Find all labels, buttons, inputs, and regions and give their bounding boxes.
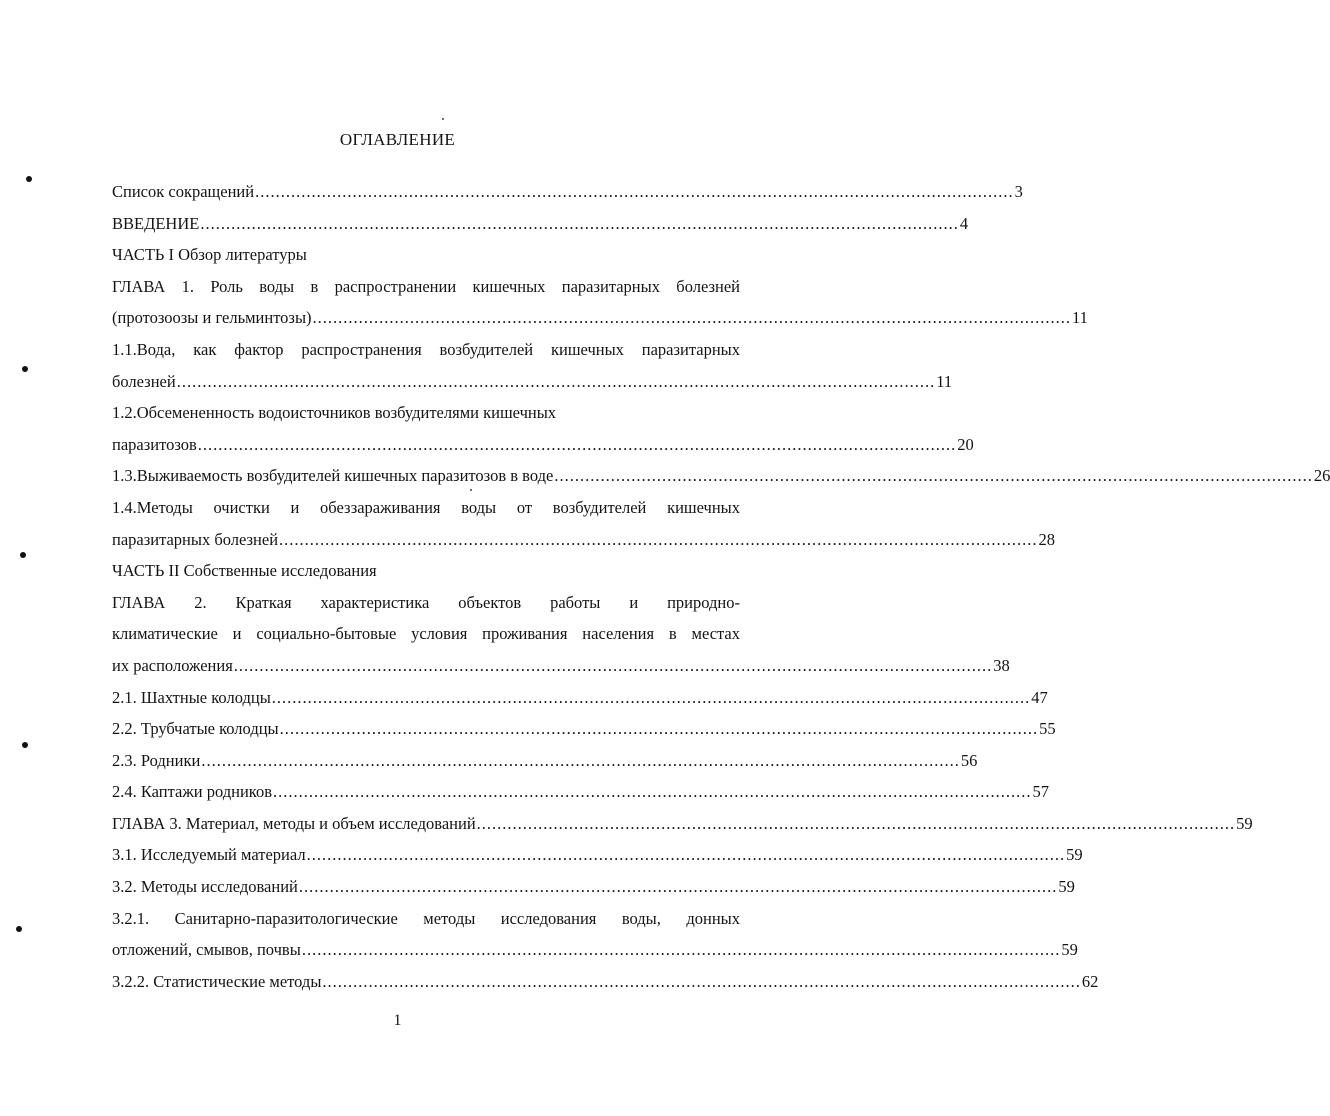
toc-entry-wrapped-line: ГЛАВА 1. Роль воды в распространении кишечных паразитарных болезней: [112, 276, 740, 296]
page-number: 1: [393, 1012, 402, 1029]
toc-part-heading: ЧАСТЬ I Обзор литературы: [112, 245, 307, 265]
toc-page-number: 26: [1313, 466, 1330, 486]
toc-entry-title: 3.1. Исследуемый материал: [112, 845, 306, 865]
toc-page-number: 47: [1031, 687, 1048, 707]
toc-entry-title: отложений, смывов, почвы: [112, 940, 301, 960]
toc-entry-wrapped-line: ГЛАВА 2. Краткая характеристика объектов работы и природно-: [112, 592, 740, 612]
toc-page-number: 38: [993, 655, 1010, 675]
dot-leader: ....................................................................................................................................................: [312, 308, 1072, 328]
toc-entry-title: болезней: [112, 371, 176, 391]
toc-page-number: 57: [1032, 782, 1049, 802]
toc-entry-title: ВВЕДЕНИЕ: [112, 213, 200, 233]
dot-leader: ....................................................................................................................................................: [322, 971, 1081, 991]
toc-entry-wrapped-line: климатические и социально-бытовые условия проживания населения в местах: [112, 624, 740, 644]
toc-page-number: 11: [936, 371, 953, 391]
toc-entry: [112, 208, 969, 240]
dot-leader: ....................................................................................................................................................: [273, 782, 1032, 802]
toc-entry: [112, 682, 1048, 714]
dot-leader: ....................................................................................................................................................: [176, 371, 936, 391]
toc-entry: [112, 460, 1330, 492]
toc-entry-wrapped-line: 1.2.Обсемененность водоисточников возбудителями кишечных: [112, 403, 557, 423]
dot-leader: ....................................................................................................................................................: [476, 813, 1236, 833]
dot-leader: ....................................................................................................................................................: [301, 940, 1061, 960]
toc-entry: [112, 176, 1023, 208]
dot-leader: ....................................................................................................................................................: [298, 877, 1058, 897]
toc-entry: [112, 745, 978, 777]
toc-entry: [112, 776, 1049, 808]
toc-entry-title: паразитарных болезней: [112, 529, 279, 549]
dot-leader: ....................................................................................................................................................: [201, 750, 960, 770]
toc-entry-title: Список сокращений: [112, 182, 255, 201]
dot-leader: ....................................................................................................................................................: [554, 466, 1313, 486]
page-title: ОГЛАВЛЕНИЕ: [339, 130, 456, 149]
toc-entry-title: их расположения: [112, 655, 233, 675]
toc-entry-wrapped-line: 1.4.Методы очистки и обеззараживания воды от возбудителей кишечных: [112, 497, 740, 517]
toc-entry-title: 2.4. Каптажи родников: [112, 782, 272, 802]
binding-hole-mark: [26, 176, 32, 182]
toc-entry: [112, 429, 974, 461]
dot-leader: ....................................................................................................................................................: [306, 845, 1066, 865]
dot-leader: ....................................................................................................................................................: [197, 434, 957, 454]
toc-entry-wrapped-line: 3.2.1. Санитарно-паразитологические методы исследования воды, донных: [112, 908, 740, 928]
toc-entry-title: 3.2. Методы исследований: [112, 877, 298, 897]
toc-entry-title: 2.2. Трубчатые колодцы: [112, 719, 279, 739]
dot-leader: ....................................................................................................................................................: [233, 655, 993, 675]
toc-entry: [112, 366, 953, 398]
toc-page-number: 59: [1061, 940, 1078, 960]
toc-part-heading: ЧАСТЬ II Собственные исследования: [112, 561, 377, 581]
dot-leader: ....................................................................................................................................................: [279, 529, 1038, 549]
toc-entry: [112, 966, 1099, 998]
toc-entry-title: 1.3.Выживаемость возбудителей кишечных паразитозов в воде: [112, 466, 554, 486]
toc-entry-title: 2.3. Родники: [112, 750, 201, 770]
toc-entry: [112, 808, 1253, 840]
toc-entry: [112, 871, 1075, 903]
toc-entry: [112, 650, 1010, 682]
toc-entry: [112, 713, 1056, 745]
toc-page-number: 56: [960, 750, 978, 770]
toc-page-number: 20: [957, 434, 974, 454]
dot-leader: ....................................................................................................................................................: [279, 719, 1039, 739]
toc-page-number: 62: [1081, 971, 1099, 991]
toc-entry-wrapped-line: 1.1.Вода, как фактор распространения возбудителей кишечных паразитарных: [112, 339, 740, 359]
binding-hole-mark: [22, 742, 28, 748]
toc-entry-title: ГЛАВА 3. Материал, методы и объем исследований: [112, 813, 476, 833]
toc-entry-title: 3.2.2. Статистические методы: [112, 971, 322, 991]
toc-entry-title: 2.1. Шахтные колодцы: [112, 687, 271, 707]
toc-entry: [112, 934, 1078, 966]
toc-page-number: 59: [1058, 877, 1075, 897]
toc-page-number: 59: [1236, 813, 1253, 833]
dot-leader: ....................................................................................................................................................: [200, 213, 959, 233]
toc-page-number: 55: [1039, 719, 1056, 739]
toc-entry: [112, 302, 1088, 334]
toc-entry: [112, 524, 1056, 556]
toc-page-number: 3: [1014, 182, 1023, 201]
toc-page-number: 11: [1072, 308, 1088, 328]
toc-entry-title: паразитозов: [112, 434, 197, 454]
toc-entry: [112, 839, 1083, 871]
toc-page-number: 4: [959, 213, 969, 233]
binding-hole-mark: [22, 366, 28, 372]
scan-speck: [442, 118, 444, 120]
binding-hole-mark: [16, 926, 22, 932]
toc-page-number: 59: [1066, 845, 1083, 865]
toc-entry-title: (протозоозы и гельминтозы): [112, 308, 312, 328]
toc-page-number: 28: [1038, 529, 1056, 549]
dot-leader: ....................................................................................................................................................: [255, 182, 1014, 201]
table-of-contents: [112, 176, 1330, 997]
binding-hole-mark: [20, 552, 26, 558]
dot-leader: ....................................................................................................................................................: [271, 687, 1031, 707]
